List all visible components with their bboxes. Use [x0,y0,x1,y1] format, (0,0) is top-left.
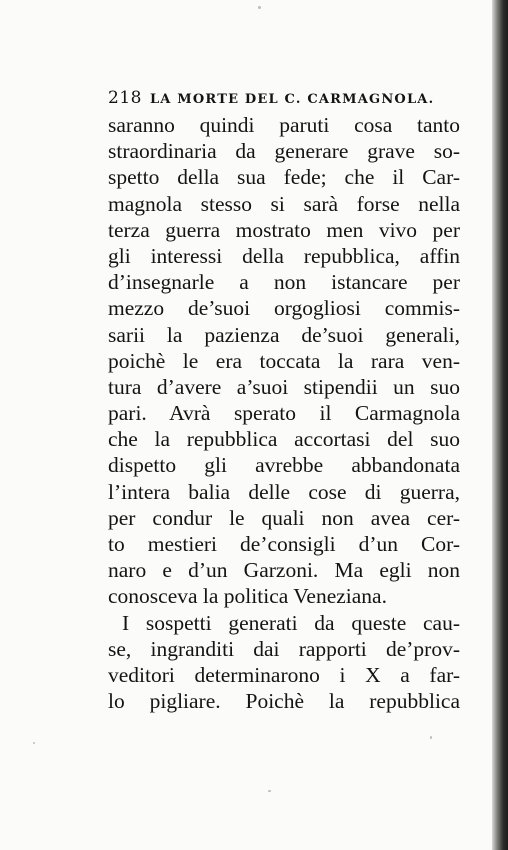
text-line: lo pigliare. Poichè la repubblica [108,689,460,714]
text-line: per condur le quali non avea cer- [108,505,460,530]
running-head-title: LA MORTE DEL C. CARMAGNOLA. [149,92,435,107]
book-spine-shadow [492,0,508,850]
text-line: che la repubblica accortasi del suo [108,427,460,452]
text-line: l’intera balia delle cose di guerra, [108,479,460,504]
text-line: to mestieri de’consigli d’un Cor- [108,532,460,556]
text-line: poichè le era toccata la rara ven- [108,348,460,373]
text-line: sarii la pazienza de’suoi generali, [108,322,460,347]
text-line-paragraph-start: I sospetti generati da queste cau- [122,610,460,635]
text-line: straordinaria da generare grave so- [108,139,460,164]
text-line: conosceva la politica Veneziana. [108,584,387,609]
text-line: mezzo de’suoi orgogliosi commis- [108,296,460,321]
text-line: naro e d’un Garzoni. Ma egli non [108,558,460,583]
page-number: 218 [108,88,142,108]
text-line: spetto della sua fede; che il Car- [108,165,460,190]
text-line: tura d’avere a’suoi stipendii un suo [108,374,460,399]
text-line: se, ingranditi dai rapporti de’prov- [108,636,460,661]
paper-speck [258,6,261,9]
text-line: gli interessi della repubblica, affin [108,243,460,268]
running-head [108,88,460,112]
text-line: magnola stesso si sarà forse nella [108,191,460,216]
page-text-block [108,88,460,714]
text-line: saranno quindi paruti cosa tanto [108,113,460,137]
text-line: terza guerra mostrato men vivo per [108,217,460,242]
text-line: veditori determinarono i X a far- [108,662,460,687]
text-line: pari. Avrà sperato il Carmagnola [108,401,460,426]
text-line: dispetto gli avrebbe abbandonata [108,453,460,478]
text-line: d’insegnarle a non istancare per [108,270,460,295]
paper-speck [430,736,432,739]
paper-speck [33,742,35,744]
paper-speck [268,790,271,792]
